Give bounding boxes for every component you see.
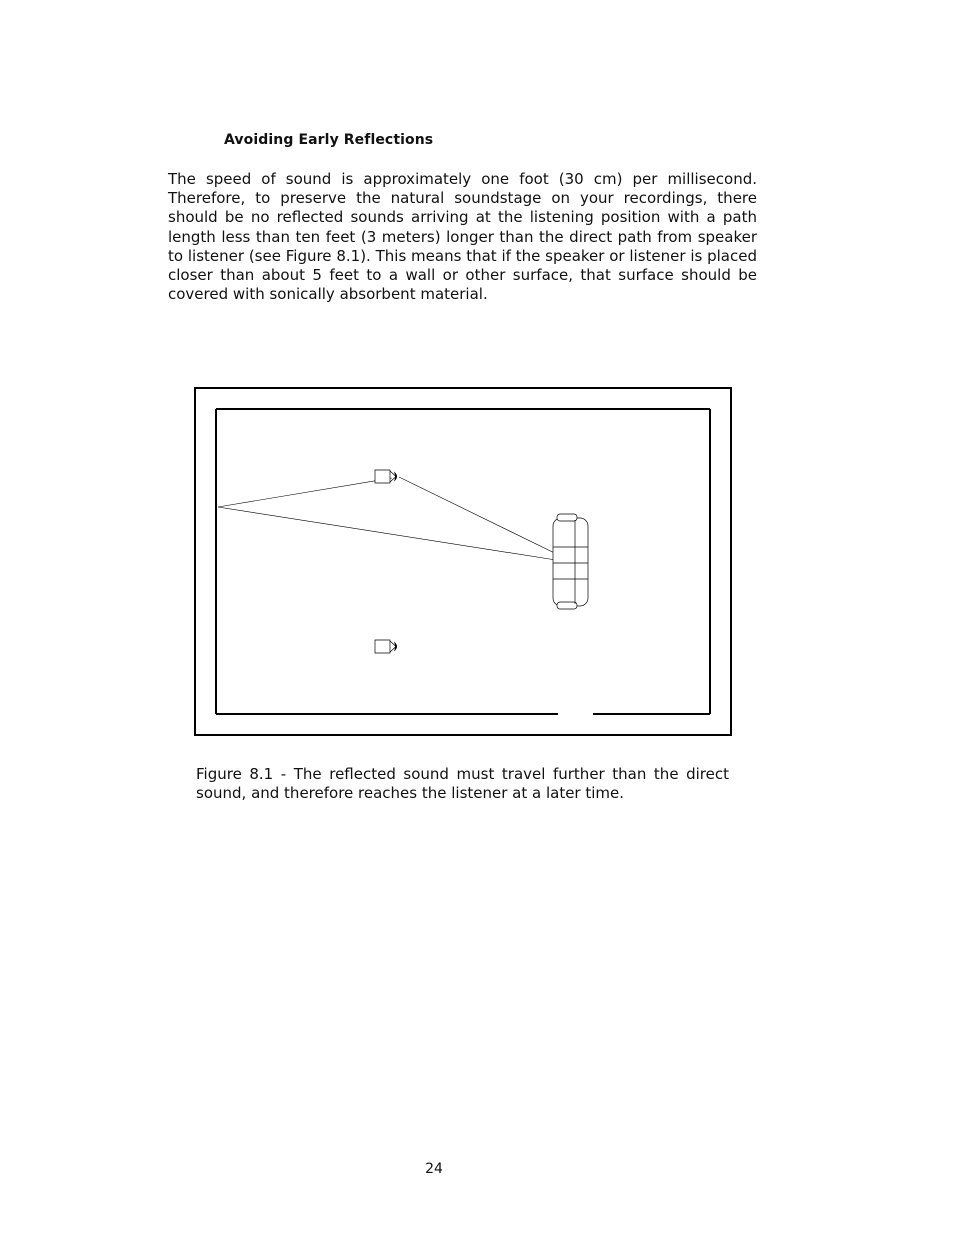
speaker-icon bbox=[375, 470, 397, 483]
reflected-path-incident bbox=[218, 478, 392, 507]
speaker-icon bbox=[375, 640, 397, 653]
body-paragraph: The speed of sound is approximately one foot (30 cm) per millisecond. Therefore, to preserve the natural soundstage on your recordings, there should be no reflected sounds arriving at the listening position with a path length less than ten feet (3 meters) longer than the direct path from speaker to listener (see Figure 8.1). This means that if the speaker or listener is placed closer than about 5 feet to a wall or other surface, that surface should be covered with sonically absorbent material. bbox=[168, 170, 757, 304]
reflected-path-to-listener bbox=[218, 507, 575, 563]
section-heading: Avoiding Early Reflections bbox=[224, 132, 434, 148]
sound-paths bbox=[218, 477, 575, 563]
figure-frame bbox=[195, 388, 731, 735]
page-number: 24 bbox=[425, 1161, 443, 1177]
room-walls bbox=[216, 409, 710, 714]
figure-caption: Figure 8.1 - The reflected sound must travel further than the direct sound, and therefore reaches the listener at a later time. bbox=[196, 765, 729, 803]
direct-path bbox=[399, 477, 575, 563]
figure-8-1 bbox=[194, 387, 732, 736]
room-diagram bbox=[194, 387, 732, 736]
listener-seat-icon bbox=[553, 514, 588, 609]
